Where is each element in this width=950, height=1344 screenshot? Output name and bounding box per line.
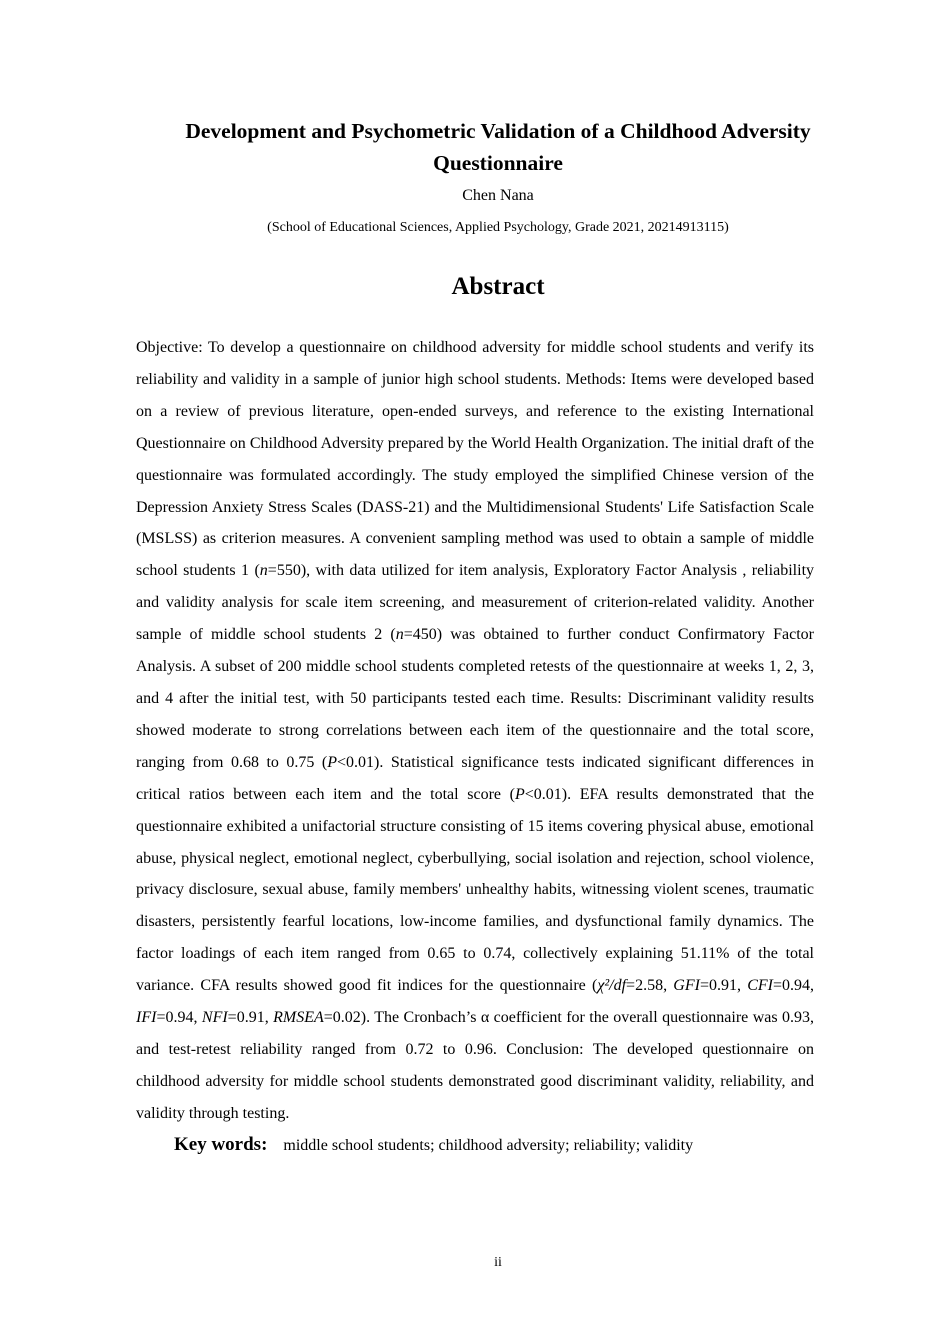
abstract-text: =550), with data utilized for item analysis, Exploratory Factor Analysis , reliability and validity analysis for scale item screening, and measurement of criterion-related validity. Another sample of middle school students 2 ( [136,562,815,644]
ifi-symbol: IFI [136,1009,157,1027]
abstract-text: <0.01). Statistical significance tests indicated significant differences in critical ratios between each item and the total score ( [136,753,815,803]
page-number: ii [494,1255,502,1270]
p-value-symbol: P [327,753,337,771]
keywords-value: middle school students; childhood adversity; reliability; validity [283,1137,694,1154]
author-affiliation: (School of Educational Sciences, Applied Psychology, Grade 2021, 20214913115) [267,220,729,235]
abstract-text: =2.58, [626,977,674,995]
abstract-text: <0.01). EFA results demonstrated that the questionnaire exhibited a unifactorial structure consisting of 15 items covering physical abuse, emotional abuse, physical neglect, emotional neglect, cyberbullying, social isolation and rejection, school violence, privacy disclosure, sexual abuse, family members' unhealthy habits, witnessing violent scenes, traumatic disasters, persistently fearful locations, low-income families, and dysfunctional family dynamics. The factor loadings of each item ranged from 0.65 to 0.74, collectively explaining 51.11% of the total variance. CFA results showed good fit indices for the questionnaire ( [136,785,815,995]
author-name: Chen Nana [462,187,534,204]
abstract-heading: Abstract [451,273,545,300]
nfi-symbol: NFI [201,1009,228,1027]
abstract-text: =0.94, [156,1009,202,1027]
rmsea-symbol: RMSEA [273,1009,324,1027]
keywords-label: Key words: [174,1134,268,1155]
cfi-symbol: CFI [747,977,773,995]
paper-title: Development and Psychometric Validation of a Childhood Adversity Questionnaire [185,119,811,175]
gfi-symbol: GFI [673,977,700,995]
abstract-text: =0.91, [699,977,748,995]
abstract-text: =0.02). The Cronbach’s α coefficient for the overall questionnaire was 0.93, and test-retest reliability ranged from 0.72 to 0.96. Conclusion: The developed questionnaire on childhood adversity for middle school students demonstrated good discriminant validity, reliability, and validity through testing. [136,1009,814,1122]
abstract-text: =0.91, [227,1009,274,1027]
keywords-line [174,1131,693,1160]
abstract-text: =0.94, [772,977,815,995]
p-value-symbol: P [514,785,525,803]
chi-square-df-symbol: χ²/df [597,977,627,995]
sample-size-symbol: n [395,626,404,644]
abstract-text: Objective: To develop a questionnaire on childhood adversity for middle school students and verify its reliability and validity in a sample of junior high school students. Methods: Items were developed based on a review of previous literature, open-ended surveys, and reference to the existing International Questionnaire on Childhood Adversity prepared by the World Health Organization. The initial draft of the questionnaire was formulated accordingly. The study employed the simplified Chinese version of the Depression Anxiety Stress Scales (DASS-21) and the Multidimensional Students' Life Satisfaction Scale (MSLSS) as criterion measures. A convenient sampling method was used to obtain a sample of middle school students 1 ( [136,339,814,580]
abstract-text: =450) was obtained to further conduct Confirmatory Factor Analysis. A subset of 200 middle school students completed retests of the questionnaire at weeks 1, 2, 3, and 4 after the initial test, with 50 participants tested each time. Results: Discriminant validity results showed moderate to strong correlations between each item of the questionnaire and the total score, ranging from 0.68 to 0.75 ( [136,626,814,771]
sample-size-symbol: n [259,562,268,580]
abstract-body [136,332,814,1130]
